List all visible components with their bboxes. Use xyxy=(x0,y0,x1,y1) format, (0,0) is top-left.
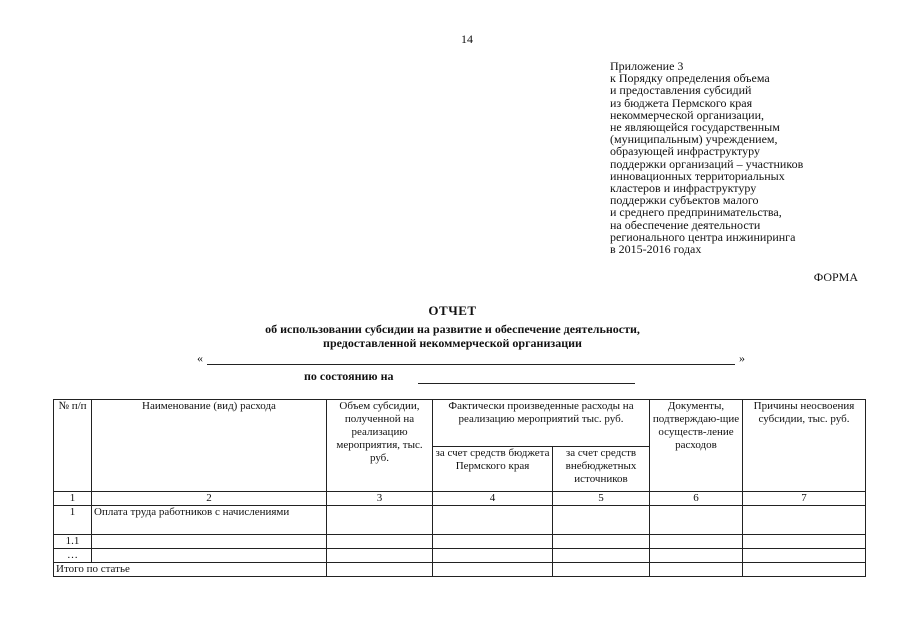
document-subtitle-line1: об использовании субсидии на развитие и обеспечение деятельности, xyxy=(265,322,640,336)
row-cell[interactable] xyxy=(433,506,553,535)
row-cell[interactable] xyxy=(433,535,553,549)
total-cell[interactable] xyxy=(327,563,433,577)
quote-open: « xyxy=(197,351,203,365)
col-number: 2 xyxy=(92,492,327,506)
as-of-label: по состоянию на xyxy=(304,369,394,383)
row-cell[interactable] xyxy=(743,535,866,549)
total-cell[interactable] xyxy=(553,563,650,577)
annex-block xyxy=(610,60,803,255)
header-actual: Фактически произведенные расходы на реализацию мероприятий тыс. руб. xyxy=(433,400,650,447)
row-cell[interactable] xyxy=(650,506,743,535)
annex-line: к Порядку определения объема xyxy=(610,71,770,86)
row-cell[interactable] xyxy=(650,535,743,549)
column-numbers-row xyxy=(54,492,866,506)
annex-line: образующей инфраструктуру xyxy=(610,144,760,159)
table-row xyxy=(54,535,866,549)
row-cell[interactable] xyxy=(433,549,553,563)
header-volume: Объем субсидии, полученной на реализацию мероприятия, тыс. руб. xyxy=(327,400,433,492)
annex-line: поддержки организаций – участников xyxy=(610,156,804,171)
col-number: 1 xyxy=(54,492,92,506)
organization-underline xyxy=(207,364,735,365)
col-number: 5 xyxy=(553,492,650,506)
row-cell[interactable] xyxy=(327,549,433,563)
row-cell[interactable] xyxy=(553,549,650,563)
annex-line: на обеспечение деятельности xyxy=(610,217,761,232)
annex-line: регионального центра инжиниринга xyxy=(610,229,796,244)
report-table xyxy=(53,399,866,577)
annex-line: поддержки субъектов малого xyxy=(610,193,759,208)
row-name[interactable] xyxy=(92,535,327,549)
annex-line: не являющейся государственным xyxy=(610,120,780,135)
table-row xyxy=(54,549,866,563)
header-reasons: Причины неосвоения субсидии, тыс. руб. xyxy=(743,400,866,492)
row-num: … xyxy=(54,549,92,563)
document-subtitle-line2: предоставленной некоммерческой организации xyxy=(323,336,582,350)
col-number: 4 xyxy=(433,492,553,506)
annex-line: кластеров и инфраструктуру xyxy=(610,181,757,196)
annex-line: в 2015-2016 годах xyxy=(610,242,702,257)
row-name: Оплата труда работников с начислениями xyxy=(92,506,327,535)
table-row xyxy=(54,506,866,535)
row-num: 1 xyxy=(54,506,92,535)
total-cell[interactable] xyxy=(433,563,553,577)
annex-line: и предоставления субсидий xyxy=(610,83,752,98)
row-num: 1.1 xyxy=(54,535,92,549)
row-cell[interactable] xyxy=(327,506,433,535)
header-name: Наименование (вид) расхода xyxy=(92,400,327,492)
header-docs: Документы, подтверждаю-щие осуществ-ление расходов xyxy=(650,400,743,492)
header-actual-extra: за счет средств внебюджетных источников xyxy=(553,447,650,492)
row-cell[interactable] xyxy=(743,506,866,535)
document-title: ОТЧЕТ xyxy=(428,303,477,318)
header-num: № п/п xyxy=(54,400,92,492)
col-number: 6 xyxy=(650,492,743,506)
as-of-date-field[interactable] xyxy=(418,383,635,384)
page-number: 14 xyxy=(461,32,473,46)
annex-line: из бюджета Пермского края xyxy=(610,95,753,110)
header-row xyxy=(54,400,866,447)
total-cell[interactable] xyxy=(743,563,866,577)
col-number: 3 xyxy=(327,492,433,506)
annex-line: (муниципальным) учреждением, xyxy=(610,132,778,147)
annex-line: инновационных территориальных xyxy=(610,168,785,183)
quote-close: » xyxy=(739,351,745,365)
form-label: ФОРМА xyxy=(813,270,858,284)
annex-line: Приложение 3 xyxy=(610,59,684,73)
row-cell[interactable] xyxy=(553,535,650,549)
row-name[interactable] xyxy=(92,549,327,563)
row-cell[interactable] xyxy=(553,506,650,535)
row-cell[interactable] xyxy=(327,535,433,549)
organization-name-field[interactable] xyxy=(197,351,745,367)
total-label: Итого по статье xyxy=(54,563,327,577)
annex-line: и среднего предпринимательства, xyxy=(610,205,782,220)
annex-line: некоммерческой организации, xyxy=(610,107,765,122)
header-actual-budget: за счет средств бюджета Пермского края xyxy=(433,447,553,492)
row-cell[interactable] xyxy=(743,549,866,563)
col-number: 7 xyxy=(743,492,866,506)
row-cell[interactable] xyxy=(650,549,743,563)
total-cell[interactable] xyxy=(650,563,743,577)
total-row xyxy=(54,563,866,577)
